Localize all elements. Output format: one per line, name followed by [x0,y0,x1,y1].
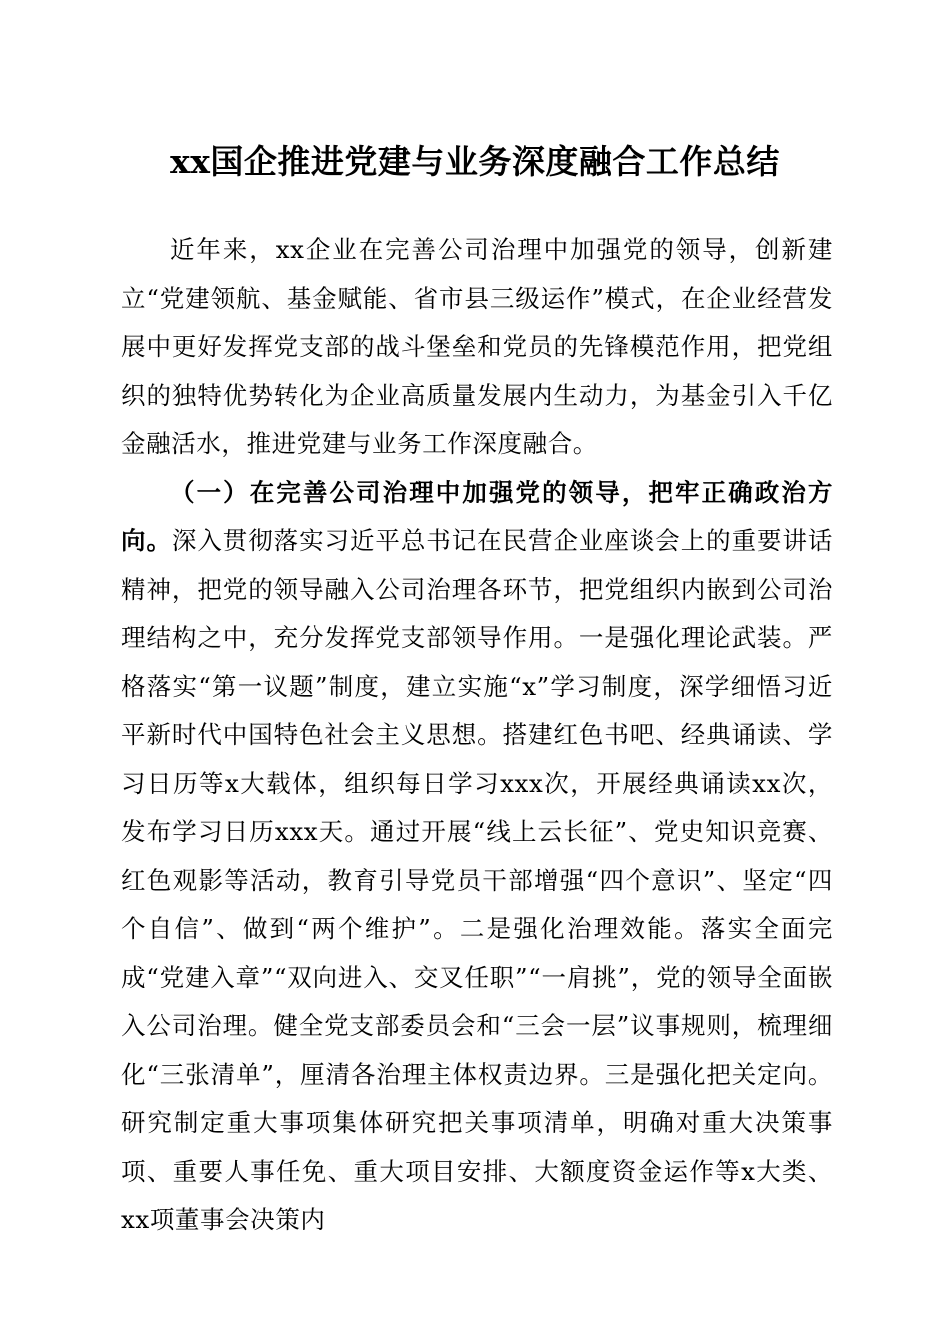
document-title: xx国企推进党建与业务深度融合工作总结 [170,142,780,181]
section-1-paragraph [121,469,833,1245]
section-1-heading: （一）在完善公司治理中加强党的领导，把牢正确政治方向。 [121,477,833,555]
document-body [121,226,833,1245]
section-1-body: 深入贯彻落实习近平总书记在民营企业座谈会上的重要讲话精神，把党的领导融入公司治理各环节，把党组织内嵌到公司治理结构之中，充分发挥党支部领导作用。一是强化理论武装。严格落实“第一议题”制度，建立实施“x”学习制度，深学细悟习近平新时代中国特色社会主义思想。搭建红色书吧、经典诵读、学习日历等x大载体，组织每日学习xxx次，开展经典诵读xx次，发布学习日历xxx天。通过开展“线上云长征”、党史知识竞赛、红色观影等活动，教育引导党员干部增强“四个意识”、坚定“四个自信”、做到“两个维护”。二是强化治理效能。落实全面完成“党建入章”“双向进入、交叉任职”“一肩挑”，党的领导全面嵌入公司治理。健全党支部委员会和“三会一层”议事规则，梳理细化“三张清单”，厘清各治理主体权责边界。三是强化把关定向。研究制定重大事项集体研究把关事项清单，明确对重大决策事项、重要人事任免、重大项目安排、大额度资金运作等x大类、xx项董事会决策内 [121,526,833,1234]
intro-paragraph: 近年来，xx企业在完善公司治理中加强党的领导，创新建立“党建领航、基金赋能、省市县三级运作”模式，在企业经营发展中更好发挥党支部的战斗堡垒和党员的先锋模范作用，把党组织的独特优势转化为企业高质量发展内生动力，为基金引入千亿金融活水，推进党建与业务工作深度融合。 [121,235,833,458]
